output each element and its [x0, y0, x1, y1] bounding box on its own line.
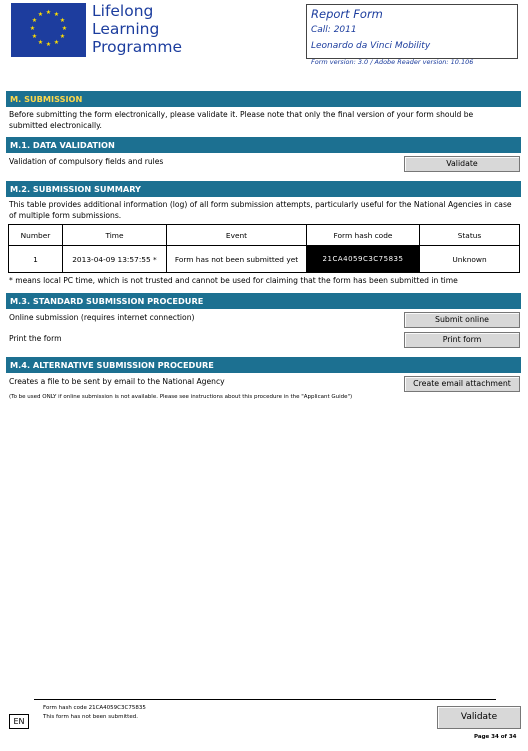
col-hash: Form hash code: [307, 225, 420, 246]
action-label: Leonardo da Vinci Mobility: [311, 41, 431, 51]
section-m3-header: M.3. STANDARD SUBMISSION PROCEDURE: [6, 293, 521, 309]
svg-text:★: ★: [45, 9, 52, 16]
section-m2-intro: This table provides additional information (log) of all form submission attempts, particularly useful for the National Agencies in case of multiple form submissions.: [9, 200, 512, 220]
svg-text:★: ★: [59, 33, 66, 40]
col-time: Time: [63, 225, 167, 246]
row-hash: 21CA4059C3C75835: [307, 246, 420, 273]
submission-log-table: [8, 224, 520, 273]
svg-text:★: ★: [53, 11, 60, 18]
table-header-row: [9, 225, 520, 246]
svg-text:★: ★: [37, 11, 44, 18]
col-status: Status: [420, 225, 520, 246]
footer-status: This form has not been submitted.: [43, 714, 138, 720]
footer-divider: [34, 699, 496, 700]
section-m-header: M. SUBMISSION: [6, 91, 521, 107]
validate-button[interactable]: Validate: [404, 156, 520, 172]
report-form-box: [306, 4, 518, 59]
programme-line-3: Programme: [92, 38, 183, 56]
svg-text:★: ★: [37, 39, 44, 46]
eu-flag-logo: [11, 3, 86, 57]
svg-text:★: ★: [61, 25, 68, 32]
section-m1-header: M.1. DATA VALIDATION: [6, 137, 521, 153]
online-submission-label: Online submission (requires internet connection): [9, 313, 195, 322]
programme-line-1: Lifelong: [92, 2, 154, 20]
footer-validate-button[interactable]: Validate: [437, 706, 521, 729]
footer-hash: Form hash code 21CA4059C3C75835: [43, 705, 146, 711]
table-row: [9, 246, 520, 273]
svg-text:★: ★: [31, 17, 38, 24]
row-status: Unknown: [420, 246, 520, 273]
svg-text:★: ★: [45, 41, 52, 48]
programme-line-2: Learning: [92, 20, 160, 38]
create-email-attachment-button[interactable]: Create email attachment: [404, 376, 520, 392]
row-time: 2013-04-09 13:57:55 *: [63, 246, 167, 273]
validation-label: Validation of compulsory fields and rules: [9, 157, 164, 166]
alternative-note: (To be used ONLY if online submission is not available. Please see instructions about this procedure in the "Applicant Guide"): [9, 394, 353, 400]
svg-text:★: ★: [59, 17, 66, 24]
submit-online-button[interactable]: Submit online: [404, 312, 520, 328]
form-title: Report Form: [311, 7, 383, 21]
language-badge: EN: [9, 714, 29, 729]
col-number: Number: [9, 225, 63, 246]
svg-text:★: ★: [53, 39, 60, 46]
print-form-button[interactable]: Print form: [404, 332, 520, 348]
svg-text:★: ★: [29, 25, 36, 32]
section-m2-header: M.2. SUBMISSION SUMMARY: [6, 181, 521, 197]
row-number: 1: [9, 246, 63, 273]
page-number: Page 34 of 34: [474, 734, 517, 740]
programme-name: [92, 2, 242, 56]
row-event: Form has not been submitted yet: [167, 246, 307, 273]
call-label: Call: 2011: [311, 25, 357, 35]
form-version: Form version: 3.0 / Adobe Reader version: 10.106: [311, 58, 474, 66]
local-time-note: * means local PC time, which is not trusted and cannot be used for claiming that the form has been submitted in time: [9, 276, 458, 285]
section-m4-header: M.4. ALTERNATIVE SUBMISSION PROCEDURE: [6, 357, 521, 373]
email-attachment-label: Creates a file to be sent by email to the National Agency: [9, 377, 225, 386]
col-event: Event: [167, 225, 307, 246]
section-m-intro: Before submitting the form electronically, please validate it. Please note that only the final version of your form should be submitted electronically.: [9, 110, 474, 130]
print-label: Print the form: [9, 334, 62, 343]
svg-text:★: ★: [31, 33, 38, 40]
